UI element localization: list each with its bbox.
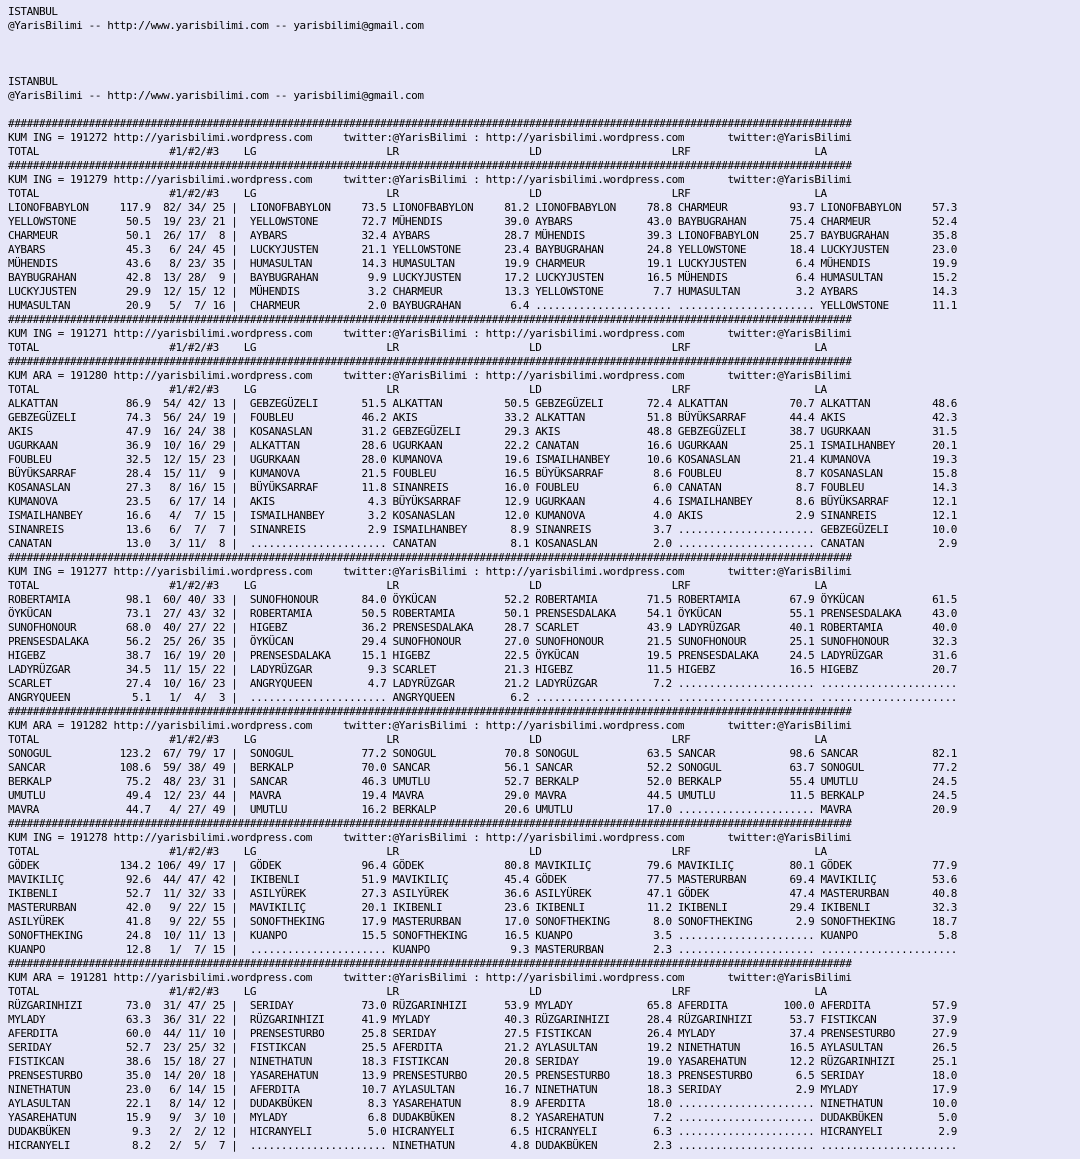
table-row: RÜZGARINHIZI 73.0 31/ 47/ 25 | SERIDAY 73.0 RÜZGARINHIZI 53.9 MYLADY 65.8 AFERDITA 100.0 AFERDITA 57.9 (8, 999, 957, 1012)
table-row: YASAREHATUN 15.9 9/ 3/ 10 | MYLADY 6.8 DUDAKBÜKEN 8.2 YASAREHATUN 7.2 ...................... DUDAKBÜKEN 5.0 (8, 1111, 957, 1124)
table-row: AYBARS 45.3 6/ 24/ 45 | LUCKYJUSTEN 21.1 YELLOWSTONE 23.4 BAYBUGRAHAN 24.8 YELLOWSTONE 18.4 LUCKYJUSTEN 23.0 (8, 243, 957, 256)
text-line: ISTANBUL (8, 5, 58, 18)
separator-line: ######################################################################################################################################## (8, 313, 852, 326)
separator-line: ######################################################################################################################################## (8, 817, 852, 830)
table-row: ANGRYQUEEN 5.1 1/ 4/ 3 | ...................... ANGRYQUEEN 6.2 ...................... ...................... ...................... (8, 691, 957, 704)
table-row: SANCAR 108.6 59/ 38/ 49 | BERKALP 70.0 SANCAR 56.1 SANCAR 52.2 SONOGUL 63.7 SONOGUL 77.2 (8, 761, 957, 774)
race-header-line: KUM ARA = 191280 http://yarisbilimi.wordpress.com twitter:@YarisBilimi : http://yarisbilimi.wordpress.com twitter:@YarisBilimi (8, 369, 852, 382)
table-row: KUMANOVA 23.5 6/ 17/ 14 | AKIS 4.3 BÜYÜKSARRAF 12.9 UGURKAAN 4.6 ISMAILHANBEY 8.6 BÜYÜKSARRAF 12.1 (8, 495, 957, 508)
table-row: GÖDEK 134.2 106/ 49/ 17 | GÖDEK 96.4 GÖDEK 80.8 MAVIKILIÇ 79.6 MAVIKILIÇ 80.1 GÖDEK 77.9 (8, 859, 957, 872)
table-row: GEBZEGÜZELI 74.3 56/ 24/ 19 | FOUBLEU 46.2 AKIS 33.2 ALKATTAN 51.8 BÜYÜKSARRAF 44.4 AKIS 42.3 (8, 411, 957, 424)
table-row: ÖYKÜCAN 73.1 27/ 43/ 32 | ROBERTAMIA 50.5 ROBERTAMIA 50.1 PRENSESDALAKA 54.1 ÖYKÜCAN 55.1 PRENSESDALAKA 43.0 (8, 607, 957, 620)
table-row: SUNOFHONOUR 68.0 40/ 27/ 22 | HIGEBZ 36.2 PRENSESDALAKA 28.7 SCARLET 43.9 LADYRÜZGAR 40.1 ROBERTAMIA 40.0 (8, 621, 957, 634)
table-row: SINANREIS 13.6 6/ 7/ 7 | SINANREIS 2.9 ISMAILHANBEY 8.9 SINANREIS 3.7 ...................... GEBZEGÜZELI 10.0 (8, 523, 957, 536)
table-row: HUMASULTAN 20.9 5/ 7/ 16 | CHARMEUR 2.0 BAYBUGRAHAN 6.4 ...................... ...................... YELLOWSTONE 11.1 (8, 299, 957, 312)
table-row: YELLOWSTONE 50.5 19/ 23/ 21 | YELLOWSTONE 72.7 MÜHENDIS 39.0 AYBARS 43.0 BAYBUGRAHAN 75.4 CHARMEUR 52.4 (8, 215, 957, 228)
blank-line (8, 33, 1080, 47)
table-row: BERKALP 75.2 48/ 23/ 31 | SANCAR 46.3 UMUTLU 52.7 BERKALP 52.0 BERKALP 55.4 UMUTLU 24.5 (8, 775, 957, 788)
blank-line (8, 47, 1080, 61)
table-row: MASTERURBAN 42.0 9/ 22/ 15 | MAVIKILIÇ 20.1 IKIBENLI 23.6 IKIBENLI 11.2 IKIBENLI 29.4 IKIBENLI 32.3 (8, 901, 957, 914)
table-row: PRENSESTURBO 35.0 14/ 20/ 18 | YASAREHATUN 13.9 PRENSESTURBO 20.5 PRENSESTURBO 18.3 PRENSESTURBO 6.5 SERIDAY 18.0 (8, 1069, 957, 1082)
race-header-line: KUM ARA = 191281 http://yarisbilimi.wordpress.com twitter:@YarisBilimi : http://yarisbilimi.wordpress.com twitter:@YarisBilimi (8, 971, 852, 984)
table-row: MAVRA 44.7 4/ 27/ 49 | UMUTLU 16.2 BERKALP 20.6 UMUTLU 17.0 ...................... MAVRA 20.9 (8, 803, 957, 816)
table-row: ROBERTAMIA 98.1 60/ 40/ 33 | SUNOFHONOUR 84.0 ÖYKÜCAN 52.2 ROBERTAMIA 71.5 ROBERTAMIA 67.9 ÖYKÜCAN 61.5 (8, 593, 957, 606)
column-header-line: TOTAL #1/#2/#3 LG LR LD LRF LA (8, 579, 827, 592)
table-row: PRENSESDALAKA 56.2 25/ 26/ 35 | ÖYKÜCAN 29.4 SUNOFHONOUR 27.0 SUNOFHONOUR 21.5 SUNOFHONOUR 25.1 SUNOFHONOUR 32.3 (8, 635, 957, 648)
table-row: FISTIKCAN 38.6 15/ 18/ 27 | NINETHATUN 18.3 FISTIKCAN 20.8 SERIDAY 19.0 YASAREHATUN 12.2 RÜZGARINHIZI 25.1 (8, 1055, 957, 1068)
table-row: SONOGUL 123.2 67/ 79/ 17 | SONOGUL 77.2 SONOGUL 70.8 SONOGUL 63.5 SANCAR 98.6 SANCAR 82.1 (8, 747, 957, 760)
table-row: LUCKYJUSTEN 29.9 12/ 15/ 12 | MÜHENDIS 3.2 CHARMEUR 13.3 YELLOWSTONE 7.7 HUMASULTAN 3.2 AYBARS 14.3 (8, 285, 957, 298)
text-line: ISTANBUL (8, 75, 58, 88)
separator-line: ######################################################################################################################################## (8, 705, 852, 718)
column-header-line: TOTAL #1/#2/#3 LG LR LD LRF LA (8, 187, 827, 200)
text-line: @YarisBilimi -- http://www.yarisbilimi.com -- yarisbilimi@gmail.com (8, 89, 424, 102)
table-row: MYLADY 63.3 36/ 31/ 22 | RÜZGARINHIZI 41.9 MYLADY 40.3 RÜZGARINHIZI 28.4 RÜZGARINHIZI 53.7 FISTIKCAN 37.9 (8, 1013, 957, 1026)
separator-line: ######################################################################################################################################## (8, 159, 852, 172)
table-row: KUANPO 12.8 1/ 7/ 15 | ...................... KUANPO 9.3 MASTERURBAN 2.3 ...................... ...................... (8, 943, 957, 956)
table-row: AYLASULTAN 22.1 8/ 14/ 12 | DUDAKBÜKEN 8.3 YASAREHATUN 8.9 AFERDITA 18.0 ...................... NINETHATUN 10.0 (8, 1097, 957, 1110)
table-row: BAYBUGRAHAN 42.8 13/ 28/ 9 | BAYBUGRAHAN 9.9 LUCKYJUSTEN 17.2 LUCKYJUSTEN 16.5 MÜHENDIS 6.4 HUMASULTAN 15.2 (8, 271, 957, 284)
table-row: SERIDAY 52.7 23/ 25/ 32 | FISTIKCAN 25.5 AFERDITA 21.2 AYLASULTAN 19.2 NINETHATUN 16.5 AYLASULTAN 26.5 (8, 1041, 957, 1054)
table-row: LADYRÜZGAR 34.5 11/ 15/ 22 | LADYRÜZGAR 9.3 SCARLET 21.3 HIGEBZ 11.5 HIGEBZ 16.5 HIGEBZ 20.7 (8, 663, 957, 676)
table-row: ISMAILHANBEY 16.6 4/ 7/ 15 | ISMAILHANBEY 3.2 KOSANASLAN 12.0 KUMANOVA 4.0 AKIS 2.9 SINANREIS 12.1 (8, 509, 957, 522)
table-row: ASILYÜREK 41.8 9/ 22/ 55 | SONOFTHEKING 17.9 MASTERURBAN 17.0 SONOFTHEKING 8.0 SONOFTHEKING 2.9 SONOFTHEKING 18.7 (8, 915, 957, 928)
table-row: UMUTLU 49.4 12/ 23/ 44 | MAVRA 19.4 MAVRA 29.0 MAVRA 44.5 UMUTLU 11.5 BERKALP 24.5 (8, 789, 957, 802)
race-header-line: KUM ING = 191271 http://yarisbilimi.wordpress.com twitter:@YarisBilimi : http://yarisbilimi.wordpress.com twitter:@YarisBilimi (8, 327, 852, 340)
separator-line: ######################################################################################################################################## (8, 551, 852, 564)
table-row: HICRANYELI 8.2 2/ 5/ 7 | ...................... NINETHATUN 4.8 DUDAKBÜKEN 2.3 ...................... ...................... (8, 1139, 957, 1152)
column-header-line: TOTAL #1/#2/#3 LG LR LD LRF LA (8, 985, 827, 998)
table-row: UGURKAAN 36.9 10/ 16/ 29 | ALKATTAN 28.6 UGURKAAN 22.2 CANATAN 16.6 UGURKAAN 25.1 ISMAILHANBEY 20.1 (8, 439, 957, 452)
race-header-line: KUM ING = 191279 http://yarisbilimi.wordpress.com twitter:@YarisBilimi : http://yarisbilimi.wordpress.com twitter:@YarisBilimi (8, 173, 852, 186)
race-header-line: KUM ING = 191278 http://yarisbilimi.wordpress.com twitter:@YarisBilimi : http://yarisbilimi.wordpress.com twitter:@YarisBilimi (8, 831, 852, 844)
table-row: MAVIKILIÇ 92.6 44/ 47/ 42 | IKIBENLI 51.9 MAVIKILIÇ 45.4 GÖDEK 77.5 MASTERURBAN 69.4 MAVIKILIÇ 53.6 (8, 873, 957, 886)
table-row: HIGEBZ 38.7 16/ 19/ 20 | PRENSESDALAKA 15.1 HIGEBZ 22.5 ÖYKÜCAN 19.5 PRENSESDALAKA 24.5 LADYRÜZGAR 31.6 (8, 649, 957, 662)
table-row: AFERDITA 60.0 44/ 11/ 10 | PRENSESTURBO 25.8 SERIDAY 27.5 FISTIKCAN 26.4 MYLADY 37.4 PRENSESTURBO 27.9 (8, 1027, 957, 1040)
separator-line: ######################################################################################################################################## (8, 957, 852, 970)
table-row: NINETHATUN 23.0 6/ 14/ 15 | AFERDITA 10.7 AYLASULTAN 16.7 NINETHATUN 18.3 SERIDAY 2.9 MYLADY 17.9 (8, 1083, 957, 1096)
table-row: MÜHENDIS 43.6 8/ 23/ 35 | HUMASULTAN 14.3 HUMASULTAN 19.9 CHARMEUR 19.1 LUCKYJUSTEN 6.4 MÜHENDIS 19.9 (8, 257, 957, 270)
separator-line: ######################################################################################################################################## (8, 117, 852, 130)
column-header-line: TOTAL #1/#2/#3 LG LR LD LRF LA (8, 341, 827, 354)
table-row: KOSANASLAN 27.3 8/ 16/ 15 | BÜYÜKSARRAF 11.8 SINANREIS 16.0 FOUBLEU 6.0 CANATAN 8.7 FOUBLEU 14.3 (8, 481, 957, 494)
table-row: AKIS 47.9 16/ 24/ 38 | KOSANASLAN 31.2 GEBZEGÜZELI 29.3 AKIS 48.8 GEBZEGÜZELI 38.7 UGURKAAN 31.5 (8, 425, 957, 438)
table-row: SONOFTHEKING 24.8 10/ 11/ 13 | KUANPO 15.5 SONOFTHEKING 16.5 KUANPO 3.5 ...................... KUANPO 5.8 (8, 929, 957, 942)
table-row: ALKATTAN 86.9 54/ 42/ 13 | GEBZEGÜZELI 51.5 ALKATTAN 50.5 GEBZEGÜZELI 72.4 ALKATTAN 70.7 ALKATTAN 48.6 (8, 397, 957, 410)
race-header-line: KUM ARA = 191282 http://yarisbilimi.wordpress.com twitter:@YarisBilimi : http://yarisbilimi.wordpress.com twitter:@YarisBilimi (8, 719, 852, 732)
table-row: CANATAN 13.0 3/ 11/ 8 | ...................... CANATAN 8.1 KOSANASLAN 2.0 ...................... CANATAN 2.9 (8, 537, 957, 550)
separator-line: ######################################################################################################################################## (8, 355, 852, 368)
table-row: LIONOFBABYLON 117.9 82/ 34/ 25 | LIONOFBABYLON 73.5 LIONOFBABYLON 81.2 LIONOFBABYLON 78.8 CHARMEUR 93.7 LIONOFBABYLON 57.3 (8, 201, 957, 214)
table-row: DUDAKBÜKEN 9.3 2/ 2/ 12 | HICRANYELI 5.0 HICRANYELI 6.5 HICRANYELI 6.3 ...................... HICRANYELI 2.9 (8, 1125, 957, 1138)
table-row: FOUBLEU 32.5 12/ 15/ 23 | UGURKAAN 28.0 KUMANOVA 19.6 ISMAILHANBEY 10.6 KOSANASLAN 21.4 KUMANOVA 19.3 (8, 453, 957, 466)
table-row: CHARMEUR 50.1 26/ 17/ 8 | AYBARS 32.4 AYBARS 28.7 MÜHENDIS 39.3 LIONOFBABYLON 25.7 BAYBUGRAHAN 35.8 (8, 229, 957, 242)
column-header-line: TOTAL #1/#2/#3 LG LR LD LRF LA (8, 845, 827, 858)
column-header-line: TOTAL #1/#2/#3 LG LR LD LRF LA (8, 383, 827, 396)
blank-line (8, 61, 1080, 75)
race-header-line: KUM ING = 191272 http://yarisbilimi.wordpress.com twitter:@YarisBilimi : http://yarisbilimi.wordpress.com twitter:@YarisBilimi (8, 131, 852, 144)
column-header-line: TOTAL #1/#2/#3 LG LR LD LRF LA (8, 733, 827, 746)
race-header-line: KUM ING = 191277 http://yarisbilimi.wordpress.com twitter:@YarisBilimi : http://yarisbilimi.wordpress.com twitter:@YarisBilimi (8, 565, 852, 578)
table-row: SCARLET 27.4 10/ 16/ 23 | ANGRYQUEEN 4.7 LADYRÜZGAR 21.2 LADYRÜZGAR 7.2 ...................... ...................... (8, 677, 957, 690)
blank-line (8, 103, 1080, 117)
table-row: BÜYÜKSARRAF 28.4 15/ 11/ 9 | KUMANOVA 21.5 FOUBLEU 16.5 BÜYÜKSARRAF 8.6 FOUBLEU 8.7 KOSANASLAN 15.8 (8, 467, 957, 480)
column-header-line: TOTAL #1/#2/#3 LG LR LD LRF LA (8, 145, 827, 158)
table-row: IKIBENLI 52.7 11/ 32/ 33 | ASILYÜREK 27.3 ASILYÜREK 36.6 ASILYÜREK 47.1 GÖDEK 47.4 MASTERURBAN 40.8 (8, 887, 957, 900)
text-line: @YarisBilimi -- http://www.yarisbilimi.com -- yarisbilimi@gmail.com (8, 19, 424, 32)
